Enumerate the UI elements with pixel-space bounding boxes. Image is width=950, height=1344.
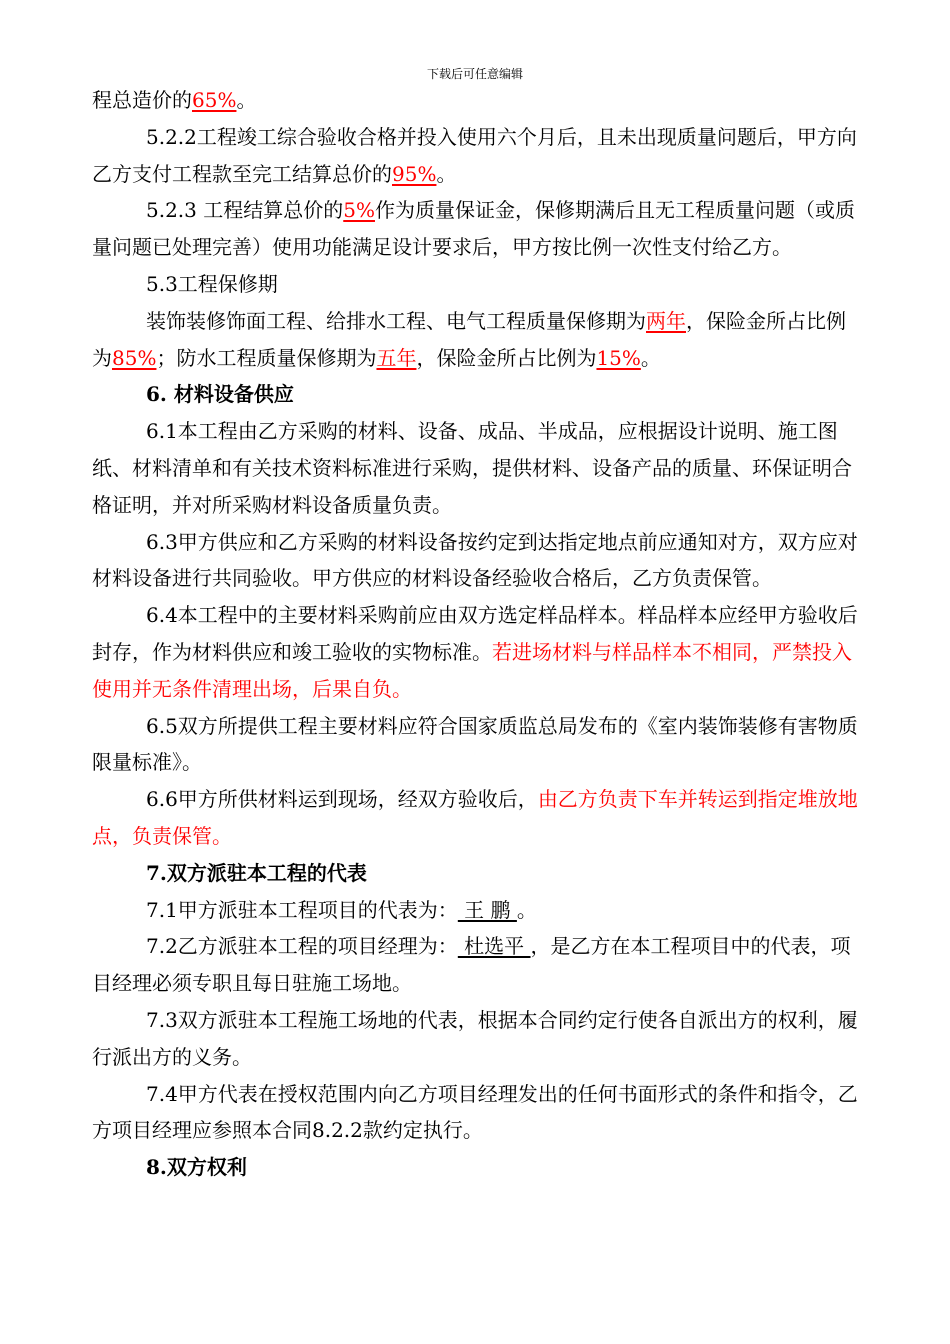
clause-6-6 bbox=[92, 781, 864, 855]
section-heading-8: 8.双方权利 bbox=[146, 1155, 247, 1180]
punctuation: 。 bbox=[236, 88, 257, 112]
clause-6-1: 6.1本工程由乙方采购的材料、设备、成品、半成品，应根据设计说明、施工图纸、材料清单和有关技术资料标准进行采购，提供材料、设备产品的质量、环保证明合格证明，并对所采购材料设备质量负责。 bbox=[92, 419, 852, 517]
clause-text: 7.1甲方派驻本工程项目的代表为： bbox=[146, 897, 458, 922]
warranty-period: 五年 bbox=[376, 345, 417, 370]
document-body bbox=[92, 82, 864, 1186]
paragraph-total-cost bbox=[92, 82, 864, 119]
clause-6-4 bbox=[92, 597, 864, 707]
clause-text: ，是乙方在本工程项目中的代表，项目经理必须专职且每日驻施工场地。 bbox=[92, 934, 851, 996]
section-heading-7: 7.双方派驻本工程的代表 bbox=[146, 860, 367, 885]
percentage-value: 65% bbox=[192, 88, 237, 112]
page-header-note: 下载后可任意编辑 bbox=[426, 67, 523, 81]
clause-5-3-body bbox=[92, 303, 864, 377]
clause-6-5: 6.5双方所提供工程主要材料应符合国家质监总局发布的《室内装饰装修有害物质限量标准》。 bbox=[92, 713, 858, 775]
punctuation: 。 bbox=[436, 161, 457, 186]
clause-text: ，保险金所占比例为 bbox=[92, 308, 846, 370]
clause-text: 5.2.3 工程结算总价的 bbox=[146, 198, 344, 223]
clause-text: 装饰装修饰面工程、给排水工程、电气工程质量保修期为 bbox=[146, 308, 646, 333]
clause-text: 5.2.2工程竣工综合验收合格并投入使用六个月后，且未出现质量问题后，甲方向乙方支付工程款至完工结算总价的 bbox=[92, 124, 857, 186]
warning-text: 由乙方负责下车并转运到指定堆放地点，负责保管。 bbox=[92, 787, 858, 848]
percentage-value: 95% bbox=[392, 161, 437, 186]
clause-text: 7.2乙方派驻本工程的项目经理为： bbox=[146, 934, 458, 959]
project-manager-name: 杜选平 bbox=[457, 934, 531, 959]
clause-text: 作为质量保证金，保修期满后且无工程质量问题（或质量问题已处理完善）使用功能满足设计要求后，甲方按比例一次性支付给乙方。 bbox=[92, 198, 855, 260]
clause-5-3-title: 5.3工程保修期 bbox=[146, 271, 278, 296]
punctuation: 。 bbox=[516, 897, 537, 922]
clause-text: ，保险金所占比例为 bbox=[416, 345, 597, 370]
clause-5-2-2 bbox=[92, 119, 864, 193]
clause-text: 6.4本工程中的主要材料采购前应由双方选定样品样本。样品样本应经甲方验收后封存，作为材料供应和竣工验收的实物标准。 bbox=[92, 603, 858, 664]
percentage-value: 15% bbox=[596, 345, 641, 370]
clause-text: 6.6甲方所供材料运到现场，经双方验收后， bbox=[146, 787, 538, 812]
clause-text: ；防水工程质量保修期为 bbox=[156, 345, 377, 370]
paragraph-text: 程总造价的 bbox=[92, 88, 192, 112]
section-heading-6: 6. 材料设备供应 bbox=[146, 382, 294, 407]
representative-name: 王 鹏 bbox=[457, 897, 517, 922]
warning-text: 若进场材料与样品样本不相同，严禁投入使用并无条件清理出场，后果自负。 bbox=[92, 639, 852, 701]
clause-7-3: 7.3双方派驻本工程施工场地的代表，根据本合同约定行使各自派出方的权利，履行派出方的义务。 bbox=[92, 1007, 858, 1069]
percentage-value: 5% bbox=[343, 198, 375, 223]
clause-7-4: 7.4甲方代表在授权范围内向乙方项目经理发出的任何书面形式的条件和指令，乙方项目经理应参照本合同8.2.2款约定执行。 bbox=[92, 1081, 858, 1143]
clause-5-2-3 bbox=[92, 192, 864, 266]
warranty-period: 两年 bbox=[646, 308, 686, 333]
punctuation: 。 bbox=[640, 345, 661, 370]
clause-7-1 bbox=[92, 892, 864, 929]
clause-6-3: 6.3甲方供应和乙方采购的材料设备按约定到达指定地点前应通知对方，双方应对材料设备进行共同验收。甲方供应的材料设备经验收合格后，乙方负责保管。 bbox=[92, 529, 858, 591]
clause-7-2 bbox=[92, 928, 864, 1002]
percentage-value: 85% bbox=[112, 345, 157, 370]
